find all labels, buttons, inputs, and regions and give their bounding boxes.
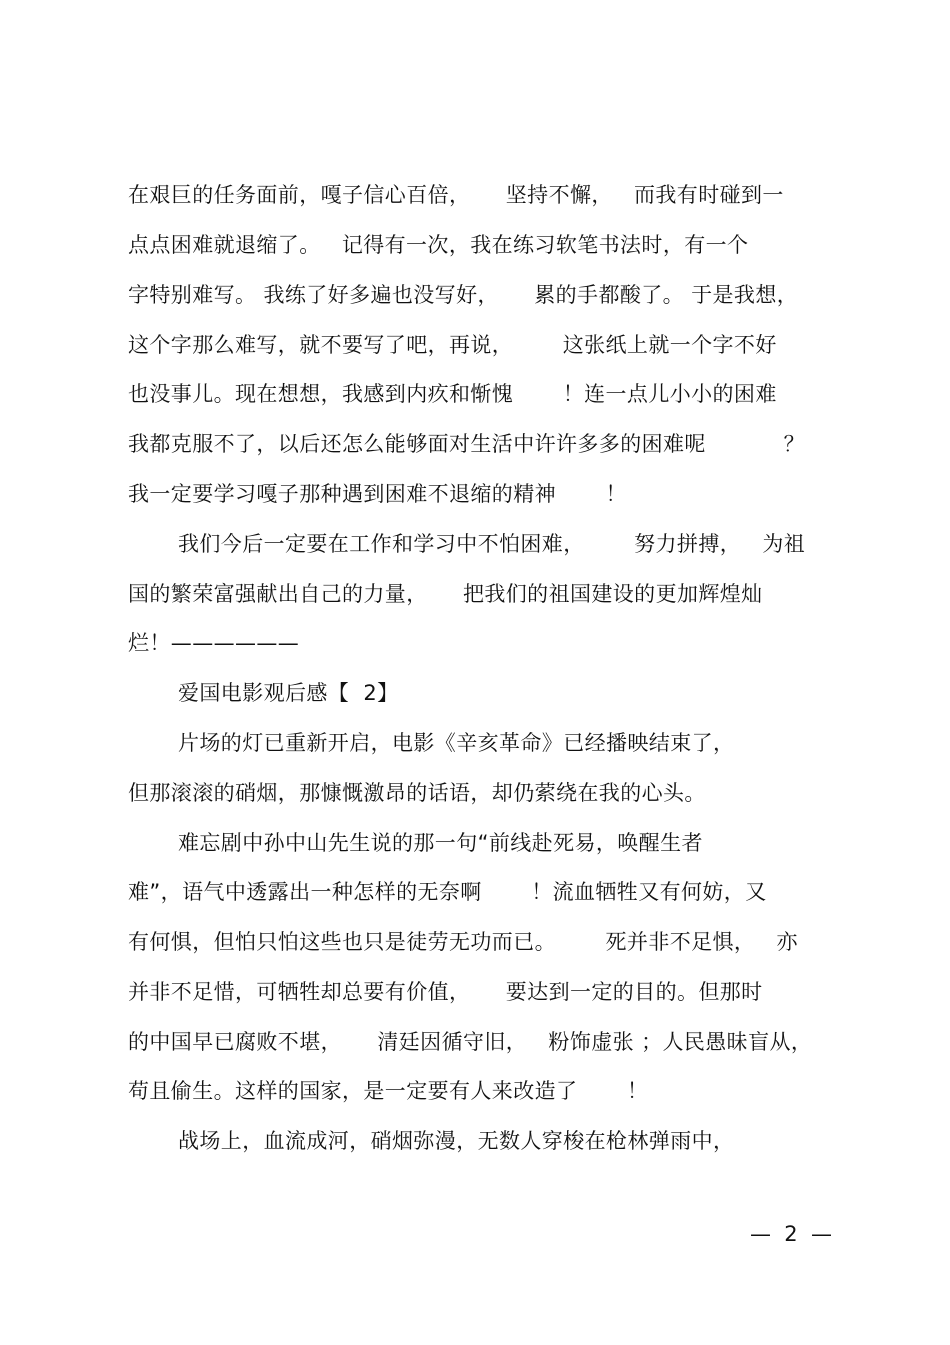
- text-line: 片场的灯已重新开启，电影《辛亥革命》已经播映结束了，: [178, 731, 735, 755]
- text-line: 点点困难就退缩了。 记得有一次，我在练习软笔书法时，有一个: [128, 233, 749, 257]
- text-line: 苟且偷生。这样的国家，是一定要有人来改造了 ！: [128, 1079, 649, 1103]
- text-line: 我一定要学习嘎子那种遇到困难不退缩的精神 ！: [128, 482, 627, 506]
- text-line: 在艰巨的任务面前，嘎子信心百倍， 坚持不懈， 而我有时碰到一: [128, 183, 784, 207]
- text-line: 战场上，血流成河，硝烟弥漫，无数人穿梭在枪林弹雨中，: [178, 1129, 735, 1153]
- text-line: 并非不足惜，可牺牲却总要有价值， 要达到一定的目的。但那时: [128, 980, 763, 1004]
- text-line: 有何惧，但怕只怕这些也只是徒劳无功而已。 死并非不足惧， 亦: [128, 930, 798, 954]
- text-line: 但那滚滚的硝烟，那慷慨激昂的话语，却仍萦绕在我的心头。: [128, 781, 706, 805]
- text-line: 难”，语气中透露出一种怎样的无奈啊 ！流血牺牲又有何妨，又: [128, 880, 767, 904]
- text-line: 烂！——————: [128, 631, 300, 655]
- text-line: 我们今后一定要在工作和学习中不怕困难， 努力拼搏， 为祖: [178, 532, 806, 556]
- text-line: 我都克服不了，以后还怎么能够面对生活中许许多多的困难呢 ？: [128, 432, 806, 456]
- text-line: 的中国早已腐败不堪， 清廷因循守旧， 粉饰虚张 ；人民愚昧盲从，: [128, 1030, 813, 1054]
- text-line: 字特别难写。 我练了好多遍也没写好， 累的手都酸了。 于是我想，: [128, 283, 799, 307]
- text-line: 也没事儿。现在想想，我感到内疚和惭愧 ！连一点儿小小的困难: [128, 382, 777, 406]
- text-line: 难忘剧中孙中山先生说的那一句“前线赴死易，唤醒生者: [178, 831, 703, 855]
- text-line: 这个字那么难写，就不要写了吧，再说， 这张纸上就一个字不好: [128, 333, 777, 357]
- text-line: 国的繁荣富强献出自己的力量， 把我们的祖国建设的更加辉煌灿: [128, 582, 763, 606]
- section-heading: 爱国电影观后感【 2】: [178, 681, 399, 705]
- page-number: — 2 —: [749, 1222, 832, 1246]
